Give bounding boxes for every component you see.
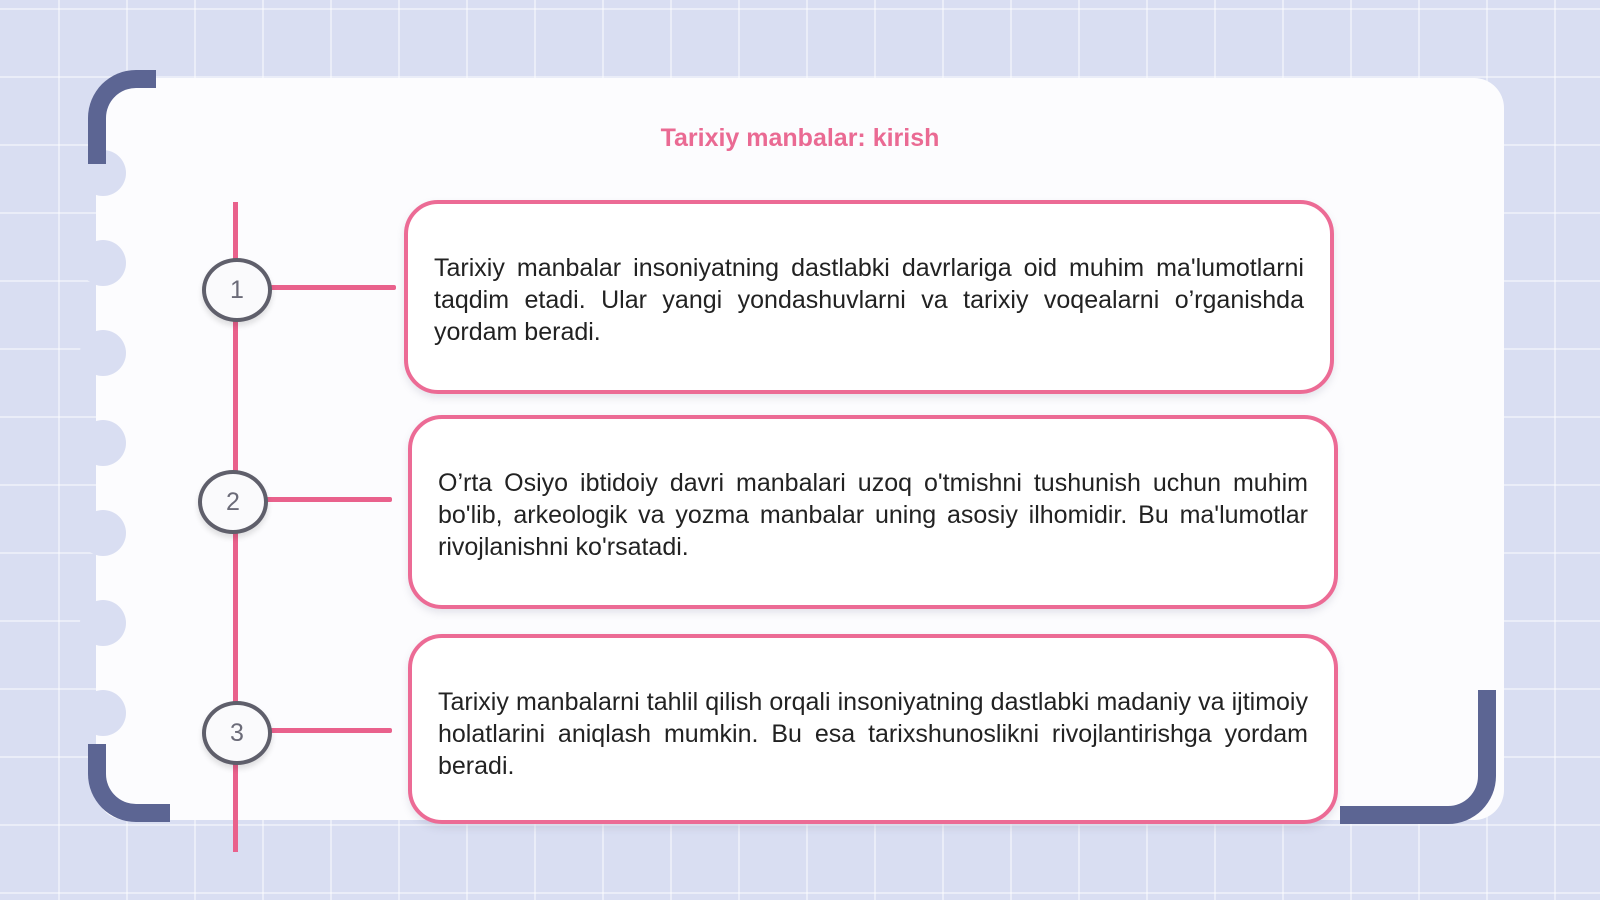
info-card-3 [408, 634, 1338, 824]
paper-notch [80, 690, 126, 736]
paper-notch [80, 600, 126, 646]
paper-notch [80, 240, 126, 286]
corner-bracket-bottom-left [88, 744, 170, 822]
slide-title: Tarixiy manbalar: kirish [660, 124, 940, 152]
timeline-connector [268, 285, 396, 290]
timeline-connector [268, 728, 392, 733]
info-card-text: Tarixiy manbalar insoniyatning dastlabki davrlariga oid muhim ma'lumotlarni taqdim etadi. Ular yangi yondashuvlarni va tarixiy voqealarni o’rganishda yordam beradi. [434, 254, 1304, 346]
info-card-2 [408, 415, 1338, 609]
timeline-node-2: 2 [198, 470, 268, 534]
info-card-1 [404, 200, 1334, 394]
info-card-text: Tarixiy manbalarni tahlil qilish orqali insoniyatning dastlabki madaniy va ijtimoiy holatlarini aniqlash mumkin. Bu esa tarixshunoslikni rivojlantirishga yordam beradi. [438, 688, 1308, 780]
timeline-connector [264, 497, 392, 502]
info-card-text: O’rta Osiyo ibtidoiy davri manbalari uzoq o'tmishni tushunish uchun muhim bo'lib, arkeologik va yozma manbalar uning asosiy ilhomidir. Bu ma'lumotlar rivojlanishni ko'rsatadi. [438, 469, 1308, 561]
paper-notch [80, 420, 126, 466]
timeline-node-3: 3 [202, 701, 272, 765]
paper-notch [80, 510, 126, 556]
paper-notch [80, 330, 126, 376]
timeline-node-1: 1 [202, 258, 272, 322]
corner-bracket-bottom-right [1340, 690, 1496, 824]
